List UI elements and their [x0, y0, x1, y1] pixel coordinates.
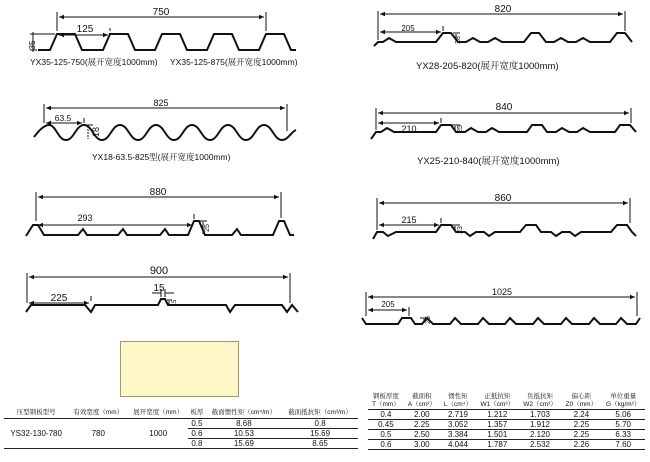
header-inertia: 截面惯性矩（cm⁴/m） [211, 409, 276, 416]
table-cell: 0.5 [368, 430, 404, 440]
header-area: 截面积 A（cm²） [407, 393, 436, 408]
dim-width-8: 1025 [491, 287, 513, 297]
table-cell: 2.25 [561, 420, 601, 430]
dim-pitch-7: 225 [50, 293, 68, 304]
table-cell: 2.719 [440, 410, 476, 420]
header-unfolded-width: 展开宽度（mm） [133, 409, 184, 416]
caption-1b: YX35-125-875(展开宽度1000mm) [170, 57, 298, 67]
color-swatch [120, 341, 239, 397]
table-cell: 2.50 [404, 430, 440, 440]
cell-resistance: 15.69 [282, 429, 358, 439]
table-cell: 2.00 [404, 410, 440, 420]
header-w2: 负抵抗矩 W2（cm³） [523, 393, 557, 408]
table-cell: 4.044 [440, 440, 476, 450]
dim-width-6: 860 [494, 193, 512, 204]
table-cell: 2.26 [561, 440, 601, 450]
header-thickness: 钢板厚度 T（mm） [371, 393, 400, 408]
dim-height-7: 15 [172, 299, 178, 307]
cell-inertia: 15.69 [206, 439, 283, 449]
table-cell: 1.212 [476, 410, 519, 420]
dim-pitch-5: 293 [77, 213, 93, 223]
cell-thickness: 0.6 [188, 429, 205, 439]
left-spec-table [4, 405, 358, 449]
profile-880 [26, 192, 294, 236]
caption-2: YX28-205-820(展开宽度1000mm) [416, 61, 559, 72]
header-resistance: 截面抵抗矩（cm³/m） [288, 409, 352, 416]
table-cell: 2.25 [561, 430, 601, 440]
cell-inertia: 10.53 [206, 429, 283, 439]
table-cell: 3.00 [404, 440, 440, 450]
dim-rib-7: 15 [153, 283, 165, 294]
table-cell: 2.120 [519, 430, 562, 440]
cell-unfolded-width: 1000 [128, 419, 188, 449]
caption-1a: YX35-125-750(展开宽度1000mm) [30, 57, 158, 67]
table-cell: 2.24 [561, 410, 601, 420]
profile-yx18-63.5-825 [34, 104, 296, 140]
table-cell: 1.912 [519, 420, 562, 430]
table-cell: 6.33 [601, 430, 645, 440]
table-cell: 1.787 [476, 440, 519, 450]
table-cell: 0.4 [368, 410, 404, 420]
table-cell: 0.45 [368, 420, 404, 430]
table-row [4, 419, 358, 429]
table-cell: 5.06 [601, 410, 645, 420]
header-effective-width: 有效宽度（mm） [73, 409, 124, 416]
table-cell: 1.703 [519, 410, 562, 420]
header-weight: 单位重量 G（kg/m²） [606, 393, 641, 408]
dim-width-2: 820 [494, 4, 512, 15]
cell-resistance: 0.8 [282, 419, 358, 429]
dim-width-7: 900 [149, 265, 169, 277]
table-cell: 2.25 [404, 420, 440, 430]
dim-height-8: 25 [425, 316, 432, 324]
cell-resistance: 8.65 [282, 439, 358, 449]
table-cell: 3.384 [440, 430, 476, 440]
dim-pitch-4: 210 [401, 124, 417, 134]
dim-width-3: 825 [153, 98, 169, 108]
cell-inertia: 8.68 [206, 419, 283, 429]
profile-yx35-125-750 [30, 12, 296, 52]
header-w1: 正抵抗矩 W1（cm³） [480, 393, 515, 408]
cell-thickness: 0.8 [188, 439, 205, 449]
header-inertia: 惯性矩 L（cm⁴） [443, 393, 472, 408]
caption-4: YX25-210-840(展开宽度1000mm) [417, 156, 560, 167]
dim-width-5: 880 [149, 187, 167, 198]
dim-pitch-1: 125 [76, 24, 94, 35]
dim-height-5: 25 [204, 224, 211, 232]
table-row [368, 410, 645, 420]
dim-pitch-3: 63.5 [54, 113, 72, 123]
table-cell: 2.532 [519, 440, 562, 450]
header-model: 压型钢板型号 [16, 409, 56, 416]
caption-3: YX18-63.5-825型(展开宽度1000mm) [92, 152, 231, 162]
table-cell: 1.501 [476, 430, 519, 440]
dim-width-4: 840 [495, 102, 513, 113]
table-row [368, 430, 645, 440]
dim-pitch-2: 205 [401, 24, 415, 33]
right-spec-table [368, 393, 645, 450]
cell-thickness: 0.5 [188, 419, 205, 429]
dim-height-2: 28 [455, 36, 462, 44]
dim-height-4: 25 [457, 125, 464, 133]
dim-height-1: 35 [28, 40, 37, 50]
table-cell: 5.70 [601, 420, 645, 430]
table-row [368, 440, 645, 450]
dim-width-1: 750 [152, 7, 170, 18]
cell-model: YS32-130-780 [4, 419, 68, 449]
header-eccentricity: 偏心距 Z0（mm） [565, 393, 598, 408]
cell-effective-width: 780 [68, 419, 128, 449]
table-cell: 3.052 [440, 420, 476, 430]
table-row [368, 420, 645, 430]
table-cell: 0.6 [368, 440, 404, 450]
table-cell: 7.60 [601, 440, 645, 450]
header-thickness: 板厚 [190, 409, 204, 416]
dim-height-6: 23 [457, 226, 464, 234]
dim-height-3: 18 [91, 126, 101, 138]
table-cell: 1.357 [476, 420, 519, 430]
dim-pitch-6: 215 [401, 215, 417, 225]
dim-pitch-8: 205 [381, 300, 395, 309]
